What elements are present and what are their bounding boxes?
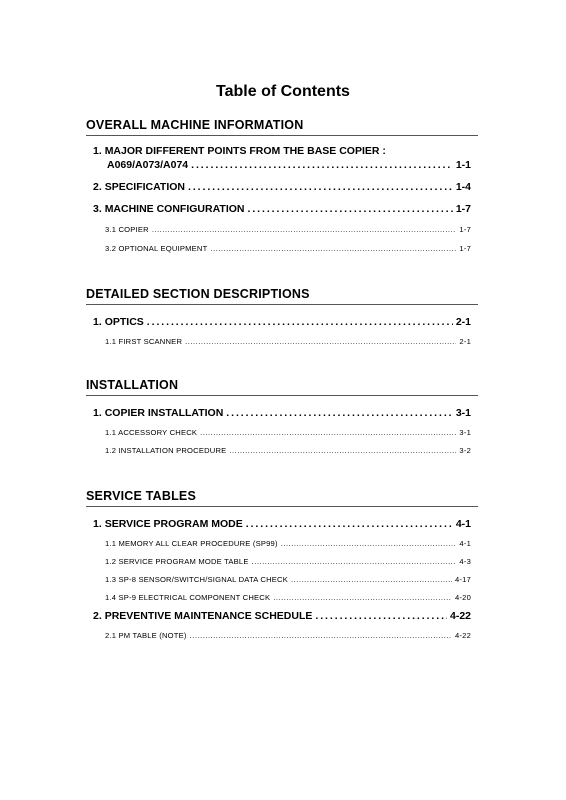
entry-text: MACHINE CONFIGURATION <box>104 203 245 215</box>
entry-number: 3. <box>93 203 102 215</box>
leader-dots <box>152 225 457 234</box>
entry-text: FIRST SCANNER <box>118 337 183 346</box>
entry-number: 1.1 <box>105 539 117 548</box>
entry-text: PM TABLE (NOTE) <box>118 631 187 640</box>
leader-dots <box>226 407 453 419</box>
toc-entry-machine-configuration[interactable] <box>93 203 471 215</box>
entry-page: 4-22 <box>455 631 471 640</box>
entry-text: ACCESSORY CHECK <box>118 428 198 437</box>
entry-page: 1-7 <box>455 203 471 215</box>
entry-number: 1. <box>93 316 102 328</box>
leader-dots <box>273 593 452 602</box>
entry-page: 1-7 <box>459 244 471 253</box>
entry-text: SP-9 ELECTRICAL COMPONENT CHECK <box>118 593 271 602</box>
entry-page: 1-4 <box>455 181 471 193</box>
leader-dots <box>147 316 453 328</box>
leader-dots <box>191 159 453 171</box>
entry-page: 3-2 <box>459 446 471 455</box>
entry-text: SERVICE PROGRAM MODE TABLE <box>118 557 249 566</box>
entry-number: 1.1 <box>105 337 117 346</box>
entry-page: 4-22 <box>449 610 471 622</box>
leader-dots <box>315 610 447 622</box>
toc-entry-specification[interactable] <box>93 181 471 193</box>
leader-dots <box>246 518 453 530</box>
entry-text: COPIER <box>118 225 149 234</box>
entry-number: 1. <box>93 407 102 419</box>
section-heading: OVERALL MACHINE INFORMATION <box>86 117 478 136</box>
entry-page: 2-1 <box>455 316 471 328</box>
toc-section-service-tables <box>86 488 478 640</box>
entry-page: 2-1 <box>459 337 471 346</box>
section-heading: INSTALLATION <box>86 377 478 396</box>
toc-section-overall-machine-information <box>86 117 478 253</box>
entry-page: 4-1 <box>459 539 471 548</box>
entry-number: 1.4 <box>105 593 117 602</box>
entry-text: A069/A073/A074 <box>107 159 189 171</box>
entry-page: 4-1 <box>455 518 471 530</box>
entry-page: 4-3 <box>459 557 471 566</box>
toc-entry-major-different-points[interactable] <box>86 145 478 171</box>
leader-dots <box>200 428 456 437</box>
toc-entry-accessory-check[interactable] <box>105 428 471 437</box>
entry-text: SERVICE PROGRAM MODE <box>104 518 243 530</box>
entry-number: 1.3 <box>105 575 117 584</box>
entry-page: 4-20 <box>455 593 471 602</box>
page-title: Table of Contents <box>216 83 350 100</box>
toc-section-detailed-section-descriptions <box>86 286 478 346</box>
entry-number: 3.2 <box>105 244 117 253</box>
entry-number: 2. <box>93 181 102 193</box>
entry-number: 1.2 <box>105 446 117 455</box>
entry-number: 3.1 <box>105 225 117 234</box>
entry-text: SP-8 SENSOR/SWITCH/SIGNAL DATA CHECK <box>118 575 288 584</box>
leader-dots <box>252 557 457 566</box>
toc-entry-sp8-sensor-check[interactable] <box>105 575 471 584</box>
entry-text: INSTALLATION PROCEDURE <box>118 446 227 455</box>
leader-dots <box>281 539 457 548</box>
leader-dots <box>229 446 456 455</box>
entry-page: 1-1 <box>455 159 471 171</box>
leader-dots <box>185 337 456 346</box>
entry-page: 1-7 <box>459 225 471 234</box>
toc-entry-preventive-maintenance[interactable] <box>93 610 471 622</box>
toc-entry-pm-table[interactable] <box>105 631 471 640</box>
toc-entry-optics[interactable] <box>93 316 471 328</box>
leader-dots <box>291 575 452 584</box>
toc-entry-copier-installation[interactable] <box>93 407 471 419</box>
leader-dots <box>247 203 452 215</box>
entry-number: 1. <box>93 518 102 530</box>
entry-text-line1: MAJOR DIFFERENT POINTS FROM THE BASE COPIER : <box>104 145 386 157</box>
entry-text: OPTIONAL EQUIPMENT <box>118 244 208 253</box>
entry-number: 2.1 <box>105 631 117 640</box>
leader-dots <box>190 631 452 640</box>
entry-number: 1.1 <box>105 428 117 437</box>
entry-text: MEMORY ALL CLEAR PROCEDURE (SP99) <box>118 539 278 548</box>
entry-text: SPECIFICATION <box>104 181 185 193</box>
toc-entry-memory-all-clear[interactable] <box>105 539 471 548</box>
leader-dots <box>188 181 453 193</box>
entry-text: COPIER INSTALLATION <box>104 407 224 419</box>
leader-dots <box>210 244 456 253</box>
entry-number: 2. <box>93 610 102 622</box>
toc-entry-service-program-mode-table[interactable] <box>105 557 471 566</box>
entry-text: OPTICS <box>104 316 144 328</box>
toc-entry-copier[interactable] <box>105 225 471 234</box>
section-heading: DETAILED SECTION DESCRIPTIONS <box>86 286 478 305</box>
entry-number: 1. <box>93 145 102 157</box>
entry-text: PREVENTIVE MAINTENANCE SCHEDULE <box>104 610 313 622</box>
entry-page: 3-1 <box>459 428 471 437</box>
toc-section-installation <box>86 377 478 455</box>
entry-page: 3-1 <box>455 407 471 419</box>
toc-entry-sp9-electrical-check[interactable] <box>105 593 471 602</box>
entry-number: 1.2 <box>105 557 117 566</box>
toc-entry-installation-procedure[interactable] <box>105 446 471 455</box>
toc-entry-optional-equipment[interactable] <box>105 244 471 253</box>
section-heading: SERVICE TABLES <box>86 488 478 507</box>
toc-entry-first-scanner[interactable] <box>105 337 471 346</box>
entry-page: 4-17 <box>455 575 471 584</box>
toc-entry-service-program-mode[interactable] <box>93 518 471 530</box>
